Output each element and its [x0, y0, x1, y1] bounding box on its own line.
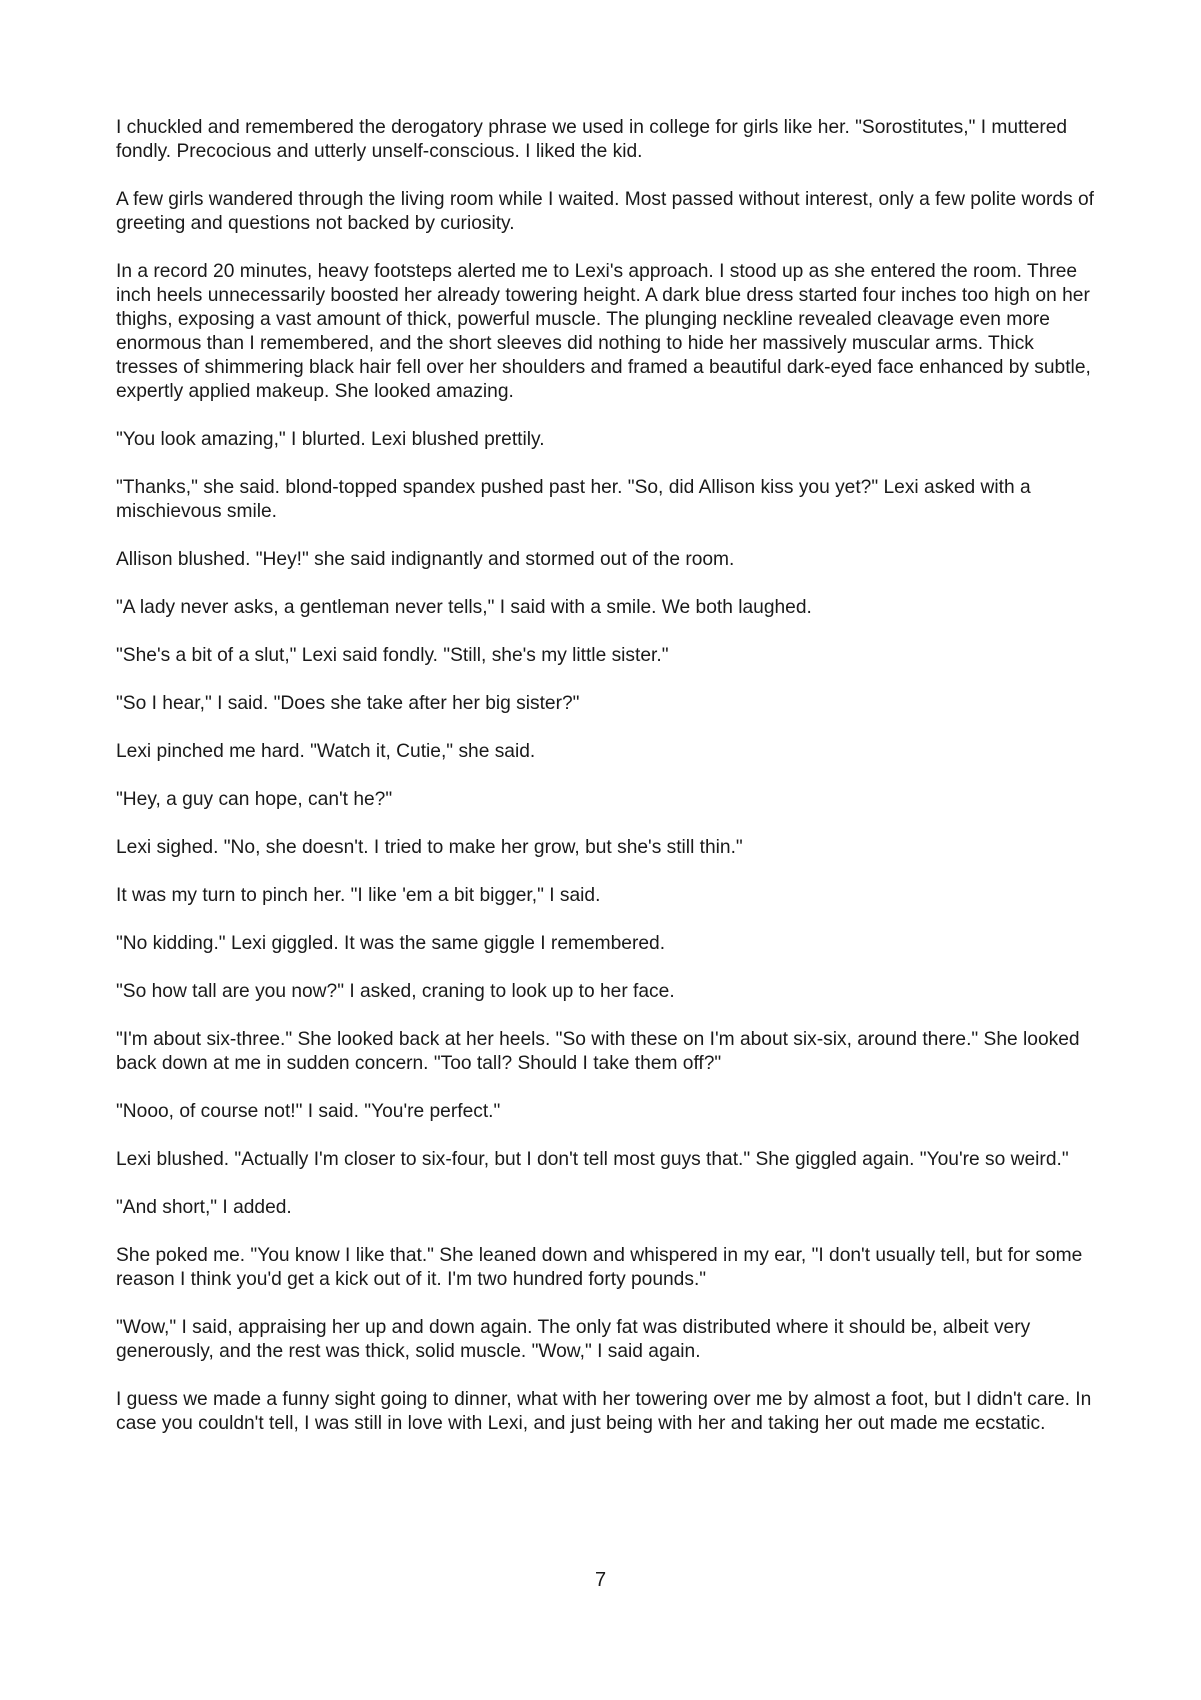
paragraph: "Thanks," she said. blond-topped spandex pushed past her. "So, did Allison kiss you yet?" Lexi asked with a mischievous smile. [116, 477, 1031, 522]
paragraph: I chuckled and remembered the derogatory phrase we used in college for girls like her. "Sorostitutes," I muttered fondly. Precocious and utterly unself-conscious. I liked the kid. [116, 117, 1068, 162]
body-text [116, 116, 1096, 1460]
paragraph: She poked me. "You know I like that." She leaned down and whispered in my ear, "I don't usually tell, but for some reason I think you'd get a kick out of it. I'm two hundred forty pounds." [116, 1245, 1083, 1290]
paragraph: "I'm about six-three." She looked back at her heels. "So with these on I'm about six-six, around there." She looked back down at me in sudden concern. "Too tall? Should I take them off?" [116, 1029, 1080, 1074]
paragraph: "No kidding." Lexi giggled. It was the same giggle I remembered. [116, 933, 666, 954]
paragraph: Allison blushed. "Hey!" she said indignantly and stormed out of the room. [116, 549, 735, 570]
paragraph: "She's a bit of a slut," Lexi said fondly. "Still, she's my little sister." [116, 645, 669, 666]
paragraph: Lexi pinched me hard. "Watch it, Cutie," she said. [116, 741, 536, 762]
paragraph: "Wow," I said, appraising her up and down again. The only fat was distributed where it should be, albeit very generously, and the rest was thick, solid muscle. "Wow," I said again. [116, 1317, 1031, 1362]
paragraph: Lexi blushed. "Actually I'm closer to six-four, but I don't tell most guys that." She giggled again. "You're so weird." [116, 1149, 1069, 1170]
paragraph: "Hey, a guy can hope, can't he?" [116, 789, 393, 810]
paragraph: A few girls wandered through the living room while I waited. Most passed without interest, only a few polite words of greeting and questions not backed by curiosity. [116, 189, 1094, 234]
paragraph: "And short," I added. [116, 1197, 292, 1218]
paragraph: Lexi sighed. "No, she doesn't. I tried to make her grow, but she's still thin." [116, 837, 743, 858]
paragraph: I guess we made a funny sight going to dinner, what with her towering over me by almost a foot, but I didn't care. In case you couldn't tell, I was still in love with Lexi, and just being with her and taking her out made me ecstatic. [116, 1389, 1092, 1434]
paragraph: "A lady never asks, a gentleman never tells," I said with a smile. We both laughed. [116, 597, 812, 618]
paragraph: "You look amazing," I blurted. Lexi blushed prettily. [116, 429, 545, 450]
paragraph: "So how tall are you now?" I asked, craning to look up to her face. [116, 981, 675, 1002]
paragraph: "So I hear," I said. "Does she take after her big sister?" [116, 693, 580, 714]
paragraph: "Nooo, of course not!" I said. "You're perfect." [116, 1101, 501, 1122]
paragraph: In a record 20 minutes, heavy footsteps alerted me to Lexi's approach. I stood up as she entered the room. Three inch heels unnecessarily boosted her already towering height. A dark blue dress started four inches too high on her thighs, exposing a vast amount of thick, powerful muscle. The plunging neckline revealed cleavage even more enormous than I remembered, and the short sleeves did nothing to hide her massively muscular arms. Thick tresses of shimmering black hair fell over her shoulders and framed a beautiful dark-eyed face enhanced by subtle, expertly applied makeup. She looked amazing. [116, 261, 1091, 402]
page-number: 7 [594, 1569, 607, 1591]
paragraph: It was my turn to pinch her. "I like 'em a bit bigger," I said. [116, 885, 601, 906]
